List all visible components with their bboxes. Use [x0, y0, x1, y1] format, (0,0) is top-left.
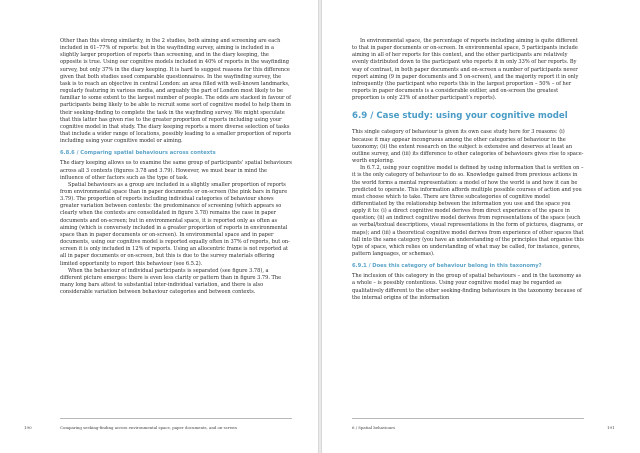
page-number: 190 [24, 425, 32, 430]
paragraph: The diary keeping allows us to examine the same group of participants’ spatial behaviours across all 3 contexts (figures 3.78 and 3.79). However, we must bear in mind the influence of other factors such as the type of task. [60, 160, 292, 181]
paragraph: In environmental space, the percentage of reports including aiming is quite different to that in paper documents or on-screen. In environmental space, 5 participants include aiming in all of her reports for this context, and the other participants are relatively evenly distributed down to the participant who reports it in only 33% of her reports. By way of contrast, in both paper documents and on-screen a number of participants never report aiming (9 in paper documents and 5 on-screen), and the majority report it in only infrequently (the participant who reports this in the largest proportion – 50% – of her reports in paper documents is a considerable outlier, and on-screen the greatest proportion is only 23% of another participant’s reports). [352, 38, 579, 102]
paragraph: This single category of behaviour is given its own case study here for 3 reasons: (i) because it may appear incongruous among the other categories of behaviour in the taxonomy; (ii) the extent research on the subject is extensive and deserves at least an outline survey, and (iii) its difference to other categories of behaviours gives rise to space-worth exploring. [352, 129, 584, 165]
footer-rule [60, 418, 292, 419]
footer-rule [352, 418, 584, 419]
page-number: 191 [607, 425, 615, 430]
paragraph: In 6.7.2, using your cognitive model is defined by using information that is written on – it is the only category of behaviour to do so. Knowledge gained from previous actions in the world forms a mental representation: a model of how the world is and how it can be predicted to operate. This information affords multiple possible courses of action and you must choose which to take. There are three subcategories of cognitive model differentiated by the relationship between the information you use and the space you apply it to: (i) a direct cognitive model derives from direct experience of the space in question; (ii) an indirect cognitive model derives from representations of the space (such as verbal/textual descriptions, visual representations in the form of pictures, diagrams, or maps); and (iii) a theoretical cognitive model derives from experience of other spaces that fall into the same category (you have an understanding of the principles that organise this type of space, which relies on understanding of what may be called, for instance, genres, pattern languages, or schemas). [352, 165, 584, 258]
right-page [322, 0, 640, 453]
left-text-column [60, 38, 292, 296]
paragraph: When the behaviour of individual participants is separated (see figure 3.78), a different picture emerges: there is even less clarity or pattern than in figure 3.79. The many long bars attest to substantial inter-individual variation, and there is also considerable variation between behaviour categories and between contexts. [60, 267, 282, 296]
running-footer-title: Comparing seeking-finding across environmental space, paper documents, and on-screen [60, 425, 237, 430]
running-footer-title: 6 / Spatial behaviours [352, 425, 396, 430]
section-heading: 6.9 / Case study: using your cognitive model [352, 111, 568, 122]
paragraph: The inclusion of this category in the group of spatial behaviours – and in the taxonomy as a whole – is possibly contentious. Using your cognitive model may be regarded as qualitatively different to the other seeking-finding behaviours in the taxonomy because of the internal origins of the information [352, 273, 582, 301]
paragraph: Spatial behaviours as a group are included in a slightly smaller proportion of reports from environmental space than in paper documents or on-screen (the pink bars in figure 3.79). The proportion of reports including individual categories of behaviour shows greater variation between contexts: the predominance of screening (which appears so clearly when the contexts are consolidated in figure 3.78) remains the case in paper documents and on-screen; but in environmental space, it is reported only as often as aiming (which is conversely included in a greater proportion of reports in environmental space than in paper documents or on-screen). In environmental space and in paper documents, using our cognitive model is reported equally often in 37% of reports, but on-screen it is only included in 12% of reports. Using an allocentric frame is not reported at all in paper documents or on-screen, but this is due to the survey materials offering limited opportunity to report this behaviour (see 6.5.2). [60, 181, 290, 267]
section-subheading: 6.9.1 / Does this category of behaviour belong in this taxonomy? [352, 263, 542, 270]
section-subheading: 6.8.6 / Comparing spatial behaviours across contexts [60, 150, 216, 157]
paragraph: Other than this strong similarity, in the 2 studies, both aiming and screening are each included in 61–77% of reports: but in the wayfinding survey, aiming is included in a slightly larger proportion of reports than screening, and in the diary keeping, the opposite is true. Using our cognitive models included in 40% of reports in the wayfinding survey, but only 37% in the diary keeping. It is hard to suggest reasons for this difference given that both studies used comparable questionnaires. In the wayfinding survey, the task is to reach an objective in central London: an area filled with well-known landmarks, regularly featuring in various media, and arguably the part of London most likely to be familiar to some extent to the largest number of people. The odds are stacked in favour of participants being likely to be able to recruit some sort of cognitive model to help them in their seeking-finding to complete the task in the wayfinding survey. We might speculate that this latter has given rise to the greater proportion of reports including using your cognitive model in that study. The diary keeping reports a more diverse selection of tasks that include a wider range of locations, possibly leading to a smaller proportion of reports including using your cognitive model or aiming. [60, 38, 292, 145]
right-text-column [352, 38, 584, 302]
left-page [0, 0, 318, 453]
